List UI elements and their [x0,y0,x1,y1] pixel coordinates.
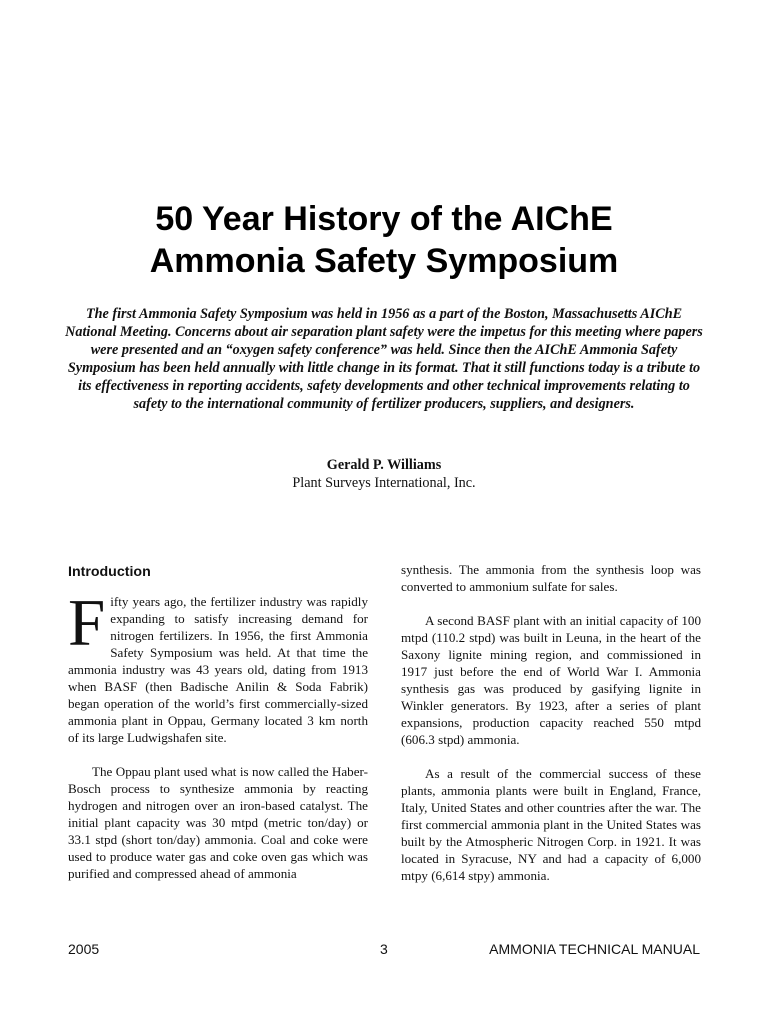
paragraph-2: The Oppau plant used what is now called the Haber-Bosch process to synthesize ammonia by reacting hydrogen and nitrogen over an iron-based catalyst. The initial plant capacity was 30 mtpd (metric ton/day) or 33.1 stpd (short ton/day) ammonia. Coal and coke were used to produce water gas and coke oven gas which was purified and compressed ahead of ammonia [68,764,368,881]
title-line-2: Ammonia Safety Symposium [149,242,619,280]
right-column [401,561,701,901]
abstract: The first Ammonia Safety Symposium was held in 1956 as a part of the Boston, Massachusetts AIChE National Meeting. Concerns about air separation plant safety were the impetus for this meeting where papers were presented and an “oxygen safety conference” was held. Since then the AIChE Ammonia Safety Symposium has been held annually with little change in its format. That it still functions today is a tribute to its effectiveness in reporting accidents, safety developments and other technical improvements relating to safety to the international community of fertilizer producers, suppliers, and designers. [65,306,703,413]
paragraph-1 [68,586,368,746]
section-heading-introduction: Introduction [68,564,151,580]
author-block [0,456,768,492]
title-line-1: 50 Year History of the AIChE [155,200,613,238]
paragraph-1-text: ifty years ago, the fertilizer industry was rapidly expanding to satisfy increasing demand for nitrogen fertilizers. In 1956, the first Ammonia Safety Symposium was held. At that time the ammonia industry was 43 years old, dating from 1913 when BASF (then Badische Anilin & Soda Fabrik) began operation of the world’s first commercially-sized ammonia plant in Oppau, Germany located 3 km north of its large Ludwigshafen site. [68,594,368,745]
author-name: Gerald P. Williams [326,457,442,473]
footer-year: 2005 [68,941,100,957]
left-column [68,561,368,899]
drop-cap: F [68,586,106,660]
page-footer [68,940,700,958]
paragraph-4: A second BASF plant with an initial capacity of 100 mtpd (110.2 stpd) was built in Leuna, in the heart of the Saxony lignite mining region, and commissioned in 1917 just before the end of World War I. Ammonia synthesis gas was produced by gasifying lignite in Winkler generators. By 1923, after a series of plant expansions, production capacity reached 550 mtpd (606.3 stpd) ammonia. [401,613,701,747]
footer-publication: AMMONIA TECHNICAL MANUAL [489,941,700,957]
page-number: 3 [380,941,388,957]
paragraph-5: As a result of the commercial success of these plants, ammonia plants were built in England, France, Italy, United States and other countries after the war. The first commercial ammonia plant in the United States was built by the Atmospheric Nitrogen Corp. in 1921. It was located in Syracuse, NY and had a capacity of 6,000 mtpy (6,614 stpy) ammonia. [401,766,701,883]
paragraph-3: synthesis. The ammonia from the synthesis loop was converted to ammonium sulfate for sales. [401,562,701,594]
paper-title [0,198,768,282]
author-affiliation: Plant Surveys International, Inc. [292,475,476,491]
